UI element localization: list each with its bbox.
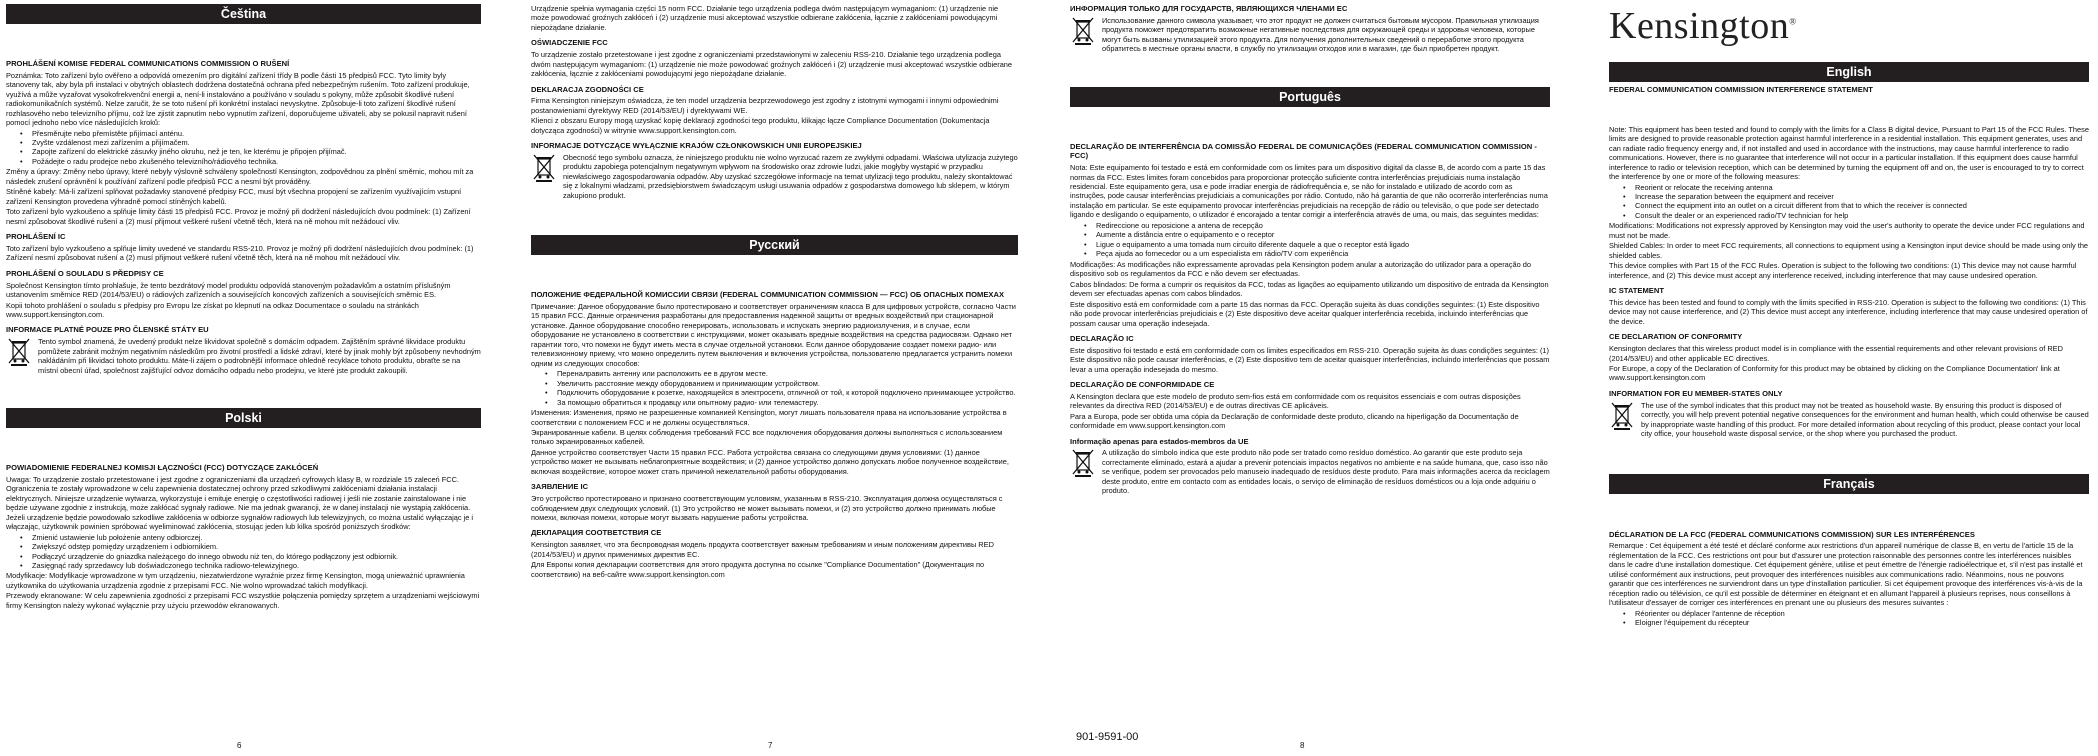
section-title-ic-en: IC STATEMENT — [1609, 286, 1664, 296]
paragraph: Przewody ekranowane: W celu zapewnienia zgodności z przepisami FCC wszystkie połączenia pomiędzy sprzętem a urządzeniami wejściowymi firmy Kensington należy wykonać wyłącznie przy użyciu przewodów ekranowanych. — [6, 591, 480, 610]
list-item: • Увеличить расстояние между оборудованием и принимающим устройством. — [545, 379, 1018, 388]
list-item: • За помощью обратиться к продавцу или опытному радио- или телемастеру. — [545, 398, 1018, 407]
paragraph: Změny a úpravy: Změny nebo úpravy, které nebyly výslovně schváleny společností Kensington, zodpovědnou za plnění směrnic, mohou mít za následek zrušení oprávnění k používání zařízení podle předpisů FCC a nesmí být prováděny. — [6, 167, 474, 186]
paragraph: Shielded Cables: In order to meet FCC requirements, all connections to equipment using a Kensington input device should be made using only the shielded cables. — [1609, 241, 2089, 260]
section-title-ce-cz: PROHLÁŠENÍ O SOULADU S PŘEDPISY CE — [6, 268, 164, 278]
kensington-logo — [1609, 2, 2089, 48]
page-8 — [1062, 0, 1550, 756]
paragraph: Toto zařízení bylo vyzkoušeno a splňuje limity uvedené ve standardu RSS-210. Provoz je možný při dodržení následujících dvou podmínek: (1) Zařízení nesmí způsobovat rušení a (2) musí přijmout veškeré rušení včetně těch, která na ně mohou mít nežádoucí vliv. — [6, 243, 474, 263]
paragraph: Remarque : Cet équipement a été testé et déclaré conforme aux restrictions d'un appareil numérique de classe B, en vertu de l'article 15 de la réglementation de la FCC. Ces restrictions ont pour but d'assurer une protection raisonnable des personnes contre les interférences nuisibles dans le cadre d'une installation domestique. Cet équipement génère, utilise et peut émettre de l'énergie radioélectrique et, s'il n'est pas installé et utilisé conformément aux instructions, peut provoquer des interférences nuisibles aux communications radio. Néanmoins, nous ne pouvons garantir que ces interférences ne surviendront dans un type d'installation particulier. Si cet équipement provoque des interférences vis-à-vis de la réception radio ou télévision, ce qu'il est possible de déterminer en éteignant et en allumant l'appareil à plusieurs reprises, nous conseillons à l'utilisateur d'essayer de corriger ces interférences en prenant une ou plusieurs des mesures suivantes : — [1609, 541, 2083, 608]
paragraph: Cabos blindados: De forma a cumprir os requisitos da FCC, todas as ligações ao equipamento utilizando um dispositivo de entrada da Kensington devem ser efectuadas apenas com cabos blindados. — [1070, 279, 1549, 299]
section-title-fcc-fr: DÉCLARATION DE LA FCC (FEDERAL COMMUNICATIONS COMMISSION) SUR LES INTERFÉRENCES — [1609, 529, 1975, 539]
paragraph: Изменения: Изменения, прямо не разрешенные компанией Kensington, могут лишать пользователя права на использование устройства в соответствии с положением FCC и не должны осуществляться. — [531, 408, 1007, 427]
paragraph: Kensington заявляет, что эта беспроводная модель продукта соответствует важным требованиям и иным положениям директивы RED (2014/53/EU) и других применимых директив ЕС. — [531, 540, 994, 559]
lang-header-polish: Polski — [6, 408, 481, 428]
paragraph: Nota: Este equipamento foi testado e está em conformidade com os limites para um dispositivo digital da classe B, de acordo com a parte 15 das normas da FCC. Estes limites foram concebidos para proporcionar protecção suficiente contra interferências prejudiciais numa instalação residencial. Este equipamento gera, usa e pode irradiar energia de rádiofrequência e, se não for instalado e utilizado de acordo com as instruções, pode causar interferências prejudiciais a comunicações por rádio. Contudo, não há garantia de que não ocorrerão interferências numa instalação em particular. Se este equipamento provocar interferências prejudiciais na recepção de rádio ou televisão, o que pode ser detectado ligando e desligando o equipamento, o utilizador é encorajado a tentar corrigir a interferência através de uma, ou mais, das seguintes medidas: — [1070, 163, 1548, 220]
paragraph: A utilização do símbolo indica que este produto não pode ser tratado como resíduo doméstico. Ao garantir que este produto seja correctamente eliminado, estará a ajudar a prevenir potenciais impactos negativos no ambiente e na saúde humana, que, caso isso não se verifique, podem ser provocados pelo manuseio inadequado de resíduos deste produto. Para mais informações acerca da reciclagem deste produto, entre em contacto com as entidades locais, o serviço de eliminação de resíduos domésticos ou a loja onde adquiriu o produto. — [1102, 448, 1550, 496]
logo-wordmark: Kensington — [1609, 5, 1790, 47]
list-item: • Zapojte zařízení do elektrické zásuvky jiného okruhu, než je ten, ke kterému je připojen přijímač. — [20, 147, 481, 156]
page-number: 7 — [768, 741, 773, 750]
paragraph: Note: This equipment has been tested and found to comply with the limits for a Class B digital device, Pursuant to Part 15 of the FCC Rules. These limits are designed to provide reasonable protection against harmful interference in a residential installation. This equipment generates, uses and can radiate radio frequency energy and, if not installed and used in accordance with the instructions, may cause harmful interference to radio communications. However, there is no guarantee that interference will not occur in a particular installation. If this equipment does cause harmful interference to radio or television reception, which can be determined by turning the equipment off and on, the user is encouraged to try to correct the interference by one or more of the following measures: — [1609, 124, 2089, 182]
measures-list — [1623, 609, 2089, 628]
section-title-ce-en: CE DECLARATION OF CONFORMITY — [1609, 332, 1743, 342]
paragraph: Firma Kensington niniejszym oświadcza, że ten model urządzenia bezprzewodowego jest zgodny z istotnymi wymogami i innymi odpowiednimi postanowieniami dyrektywy RED (2014/53/EU) i dyrektywami WE. — [531, 96, 999, 115]
page-cover — [1597, 0, 2093, 756]
paragraph: Společnost Kensington tímto prohlašuje, že tento bezdrátový model produktu odpovídá stanoveným požadavkům a ostatním příslušným ustanovením směrnice RED (2014/53/EU) o rádiových zařízeních a souvisejících koncových zařízeních a souvisejících směrnic ES. — [6, 280, 451, 300]
list-item: • Ligue o equipamento a uma tomada num circuito diferente daquele a que o receptor está ligado — [1084, 240, 1550, 249]
paragraph: Stíněné kabely: Má-li zařízení splňovat požadavky stanovené předpisy FCC, musí být všechna propojení se zařízením využívajícím vstupní zařízení Kensington provedena výhradně pomocí stíněných kabelů. — [6, 187, 462, 206]
page-7 — [531, 0, 1018, 756]
section-title-eu-pt: Informação apenas para estados-membros da UE — [1070, 436, 1249, 446]
section-title-eu-en: INFORMATION FOR EU MEMBER-STATES ONLY — [1609, 388, 1783, 398]
list-item: • Reorient or relocate the receiving antenna — [1623, 183, 2089, 192]
paragraph: Kopii tohoto prohlášení o souladu s předpisy pro Evropu lze získat po klepnutí na odkaz Documentace o souladu na stránkách www.support.kensington.com. — [6, 300, 419, 319]
weee-block — [1070, 448, 1550, 496]
section-title-ce-ru: ДЕКЛАРАЦИЯ СООТВЕТСТВИЯ CE — [531, 528, 662, 538]
paragraph: Modyfikacje: Modyfikacje wprowadzone w tym urządzeniu, niezatwierdzone wyraźnie przez firmę Kensington, mogą unieważnić uprawnienia użytkownika do użytkowania urządzenia zgodnie z przepisami FCC. Nie wolno wprowadzać takich modyfikacji. — [6, 571, 465, 590]
section-title-eu-cz: INFORMACE PLATNÉ POUZE PRO ČLENSKÉ STÁTY EU — [6, 325, 209, 335]
paragraph: Poznámka: Toto zařízení bylo ověřeno a odpovídá omezením pro digitální zařízení třídy B podle části 15 předpisů FCC. Tyto limity byly stanoveny tak, aby byla při instalaci v obytných oblastech dodržena dostatečná ochrana před nebezpečným rušením. Toto zařízení produkuje, využívá a může vyzařovat vysokofrekvenční energii a, není-li instalováno a používáno v souladu s pokyny, může způsobit škodlivé rušení radiokomunikačních systémů. Nelze zaručit, že se toto rušení při konkrétní instalaci nevyskytne. Způsobuje-li toto zařízení škodlivé rušení rozhlasového nebo televizního příjmu, což lze zjistit zapnutím nebo vypnutím zařízení, doporučujeme uživateli, aby se pokusil napravit rušení pomocí jednoho nebo více následujících kroků: — [6, 70, 470, 128]
measures-list — [20, 533, 481, 571]
paragraph: Tento symbol znamená, že uvedený produkt nelze likvidovat společně s domácím odpadem. Zajištěním správné likvidace produktu pomůžete zabránit možným negativním následkům pro životní prostředí a lidské zdraví, které by jinak mohly být způsobeny nevhodným nakládáním při likvidaci tohoto produktu. Máte-li zájem o podrobnější informace ohledně recyklace tohoto produktu, obraťte se na místní obecní úřad, společnost zajišťující odvoz domácího odpadu nebo prodejnu, ve které jste produkt zakoupili. — [38, 337, 481, 375]
weee-block — [1070, 16, 1550, 55]
section-title-ic-pt: DECLARAÇÃO IC — [1070, 334, 1134, 343]
section-title-fcc-pt: DECLARAÇÃO DE INTERFERÊNCIA DA COMISSÃO FEDERAL DE COMUNICAÇÕES (FEDERAL COMMUNICATION COMMISSION - FCC) — [1070, 141, 1537, 161]
weee-block — [531, 153, 1018, 201]
list-item: • Redireccione ou reposicione a antena de recepção — [1084, 221, 1550, 230]
paragraph: This device complies with Part 15 of the FCC Rules. Operation is subject to the following two conditions: (1) This device may not cause harmful interference, and (2) This device must accept any interference received, including interference that may cause undesired operation. — [1609, 261, 2077, 280]
list-item: • Požádejte o radu prodejce nebo zkušeného televizního/rádiového technika. — [20, 157, 481, 166]
paragraph: Использование данного символа указывает, что этот продукт не должен считаться бытовым мусором. Правильная утилизация продукта поможет предотвратить возможные негативные последствия для окружающей среды и здоровья человека, которые могут быть вызваны утилизацией этого продукта. Для получения дополнительных сведений о переработке этого продукта обратитесь в местные органы власти, в службу по утилизации отходов или в магазин, где был приобретен продукт. — [1102, 15, 1539, 54]
section-title-fcc-en: FEDERAL COMMUNICATION COMMISSION INTERFERENCE STATEMENT — [1609, 85, 1873, 94]
paragraph: Para a Europa, pode ser obtida uma cópia da Declaração de conformidade deste produto, clicando na hiperligação da Documentação de conformidade em www.support.kensington.com — [1070, 411, 1519, 431]
section-title-fcc-pl: POWIADOMIENIE FEDERALNEJ KOMISJI ŁĄCZNOŚCI (FCC) DOTYCZĄCE ZAKŁÓCEŃ — [6, 463, 319, 473]
registered-mark: ® — [1789, 16, 1797, 27]
page-number: 6 — [237, 741, 242, 750]
crossed-bin-icon — [531, 153, 557, 183]
list-item: • Increase the separation between the equipment and receiver — [1623, 192, 2089, 201]
lang-header-czech: Čeština — [6, 4, 481, 24]
measures-list — [545, 369, 1018, 407]
section-title-eu-pl: INFORMACJE DOTYCZĄCE WYŁĄCZNIE KRAJÓW CZŁONKOWSKICH UNII EUROPEJSKIEJ — [531, 141, 862, 151]
section-title-ce-pl: DEKLARACJA ZGODNOŚCI CE — [531, 84, 644, 94]
paragraph: Toto zařízení bylo vyzkoušeno a splňuje limity části 15 předpisů FCC. Provoz je možný při dodržení následujících dvou podmínek: (1) Zařízení nesmí způsobovat škodlivé rušení a (2) musí přijmout veškeré rušení včetně těch, která na ně mohou mít nežádoucí vliv. — [6, 207, 471, 226]
list-item: • Consult the dealer or an experienced radio/TV technician for help — [1623, 211, 2089, 220]
paragraph: Modificações: As modificações não expressamente aprovadas pela Kensington podem anular a autorização do utilizador para a operação do dispositivo sob os regulamentos da FCC e não devem ser efectuadas. — [1070, 259, 1531, 279]
section-title-ic-cz: PROHLÁŠENÍ IC — [6, 232, 66, 242]
list-item: • Réorienter ou déplacer l'antenne de réception — [1623, 609, 2089, 618]
list-item: • Eloigner l'équipement du récepteur — [1623, 618, 2089, 627]
paragraph: Este dispositivo foi testado e está em conformidade com os limites especificados em RSS-210. Operação sujeita às duas condições seguintes: (1) Este dispositivo não pode causar interferências, e (2) Este dispositivo tem de aceitar quaisquer interferências, incluindo interferências que possam levar a uma operação indesejada do mesmo. — [1070, 345, 1550, 374]
weee-block — [6, 337, 481, 376]
paragraph: For Europe, a copy of the Declaration of Conformity for this product may be obtained by clicking on the Compliance Documentation' link at www.support.kensington.com — [1609, 364, 2060, 383]
page-6 — [0, 0, 487, 756]
lang-header-french: Français — [1609, 474, 2089, 494]
paragraph: Это устройство протестировано и признано соответствующим условиям, указанным в RSS-210. Эксплуатация должна осуществляться с соблюдением двух следующих условий. (1) Это устройство не может вызывать помехи, и (2) это устройство должно принимать любые помехи, включая помехи, которые могут вызвать нарушение работы устройства. — [531, 494, 1003, 522]
part-number: 901-9591-00 — [1076, 731, 1139, 743]
paragraph: Данное устройство соответствует Части 15 правил FCC. Работа устройства связана со следующими двумя условиями: (1) данное устройство может не вызывать неблагоприятные воздействия; и (2) данное устройство должно допускать любое полученное воздействие, включая воздействие, которое может стать причиной нежелательной работы оборудования. — [531, 447, 1009, 476]
section-title-ce-pt: DECLARAÇÃO DE CONFORMIDADE CE — [1070, 380, 1215, 390]
crossed-bin-icon — [1609, 401, 1635, 431]
crossed-bin-icon — [6, 337, 32, 367]
list-item: • Подключить оборудование к розетке, находящейся в электросети, отличной от той, к которой подключено принимающее устройство. — [545, 388, 1018, 397]
paragraph: This device has been tested and found to comply with the limits specified in RSS-210. Operation is subject to the following two conditions: (1) This device may not cause interference, and (2) This device must accept any interference, including interference that may cause undesired operation of the device. — [1609, 297, 2088, 326]
list-item: • Peça ajuda ao fornecedor ou a um especialista em rádio/TV com experiência — [1084, 249, 1550, 258]
paragraph: Для Европы копия декларации соответствия для этого продукта доступна по ссылке "Compliance Documentation" (Документация по соответствию) на веб-сайте www.support.kensington.com — [531, 560, 985, 579]
section-title-ic-pl: OŚWIADCZENIE FCC — [531, 38, 608, 48]
list-item: • Zmienić ustawienie lub położenie anteny odbiorczej. — [20, 533, 481, 542]
lang-header-portuguese: Português — [1070, 87, 1550, 107]
paragraph: To urządzenie zostało przetestowane i jest zgodne z ograniczeniami przedstawionymi w zaleceniu RSS-210. Działanie tego urządzenia podlega dwóm następującym wymaganiom: (1) urządzenie nie może powodować groźnych zakłóceń i (2) urządzenie musi akceptować wszystkie odbierane zakłócenia, łącznie z zakłóceniami powodującymi jego niepożądane działanie. — [531, 50, 1013, 79]
paragraph: Экранированные кабели. В целях соблюдения требований FCC все подключения оборудования должны выполняться с использованием только экранированных кабелей. — [531, 428, 1003, 447]
section-title-fcc-ru: ПОЛОЖЕНИЕ ФЕДЕРАЛЬНОЙ КОМИССИИ СВЯЗИ (FEDERAL COMMUNICATION COMMISSION — FCC) ОБ ОПАСНЫХ ПОМЕХАХ — [531, 290, 1005, 300]
paragraph: Obecność tego symbolu oznacza, że niniejszego produktu nie wolno wyrzucać razem ze zwykłymi odpadami. Właściwa utylizacja zużytego produktu zapobiega potencjalnym negatywnym wpływom na środowisko oraz zdrowie ludzi, jakie mogłyby wystąpić w przypadku niewłaściwego zagospodarowania odpadów. Aby uzyskać szczegółowe informacje na temat utylizacji tego produktu, należy skontaktować się z lokalnymi władzami, przedsiębiorstwem świadczącym usługi usuwania odpadów z gospodarstwa domowego lub sklepem, w którym zakupiono produkt. — [563, 152, 1018, 200]
section-title-eu-ru: ИНФОРМАЦИЯ ТОЛЬКО ДЛЯ ГОСУДАРСТВ, ЯВЛЯЮЩИХСЯ ЧЛЕНАМИ ЕС — [1070, 4, 1348, 13]
crossed-bin-icon — [1070, 16, 1096, 46]
measures-list — [20, 129, 481, 167]
measures-list — [1623, 183, 2089, 221]
paragraph: Примечание: Данное оборудование было протестировано и соответствует ограничениям класса B для цифровых устройств, согласно Части 15 правил FCC. Данные ограничения разработаны для предоставления надежной защиты от вредных воздействий при стационарной установке. Данное оборудование способно генерировать, использовать и испускать энергию радиоизлучения, и в случае, если оборудование не установлено в соответствии с инструкциями, может оказывать вредные воздействия на средства радиосвязи. Однако нет гарантии того, что помехи не будут иметь места в случае отдельной установки. Если данное оборудование создает помехи радио- или телевизионному приему, что можно определить путем выключения и включения устройства, пользователю предлагается устранить помехи одним из следующих способов: — [531, 301, 1016, 368]
section-title-ic-ru: ЗАЯВЛЕНИЕ IC — [531, 482, 589, 492]
list-item: • Zvyšte vzdálenost mezi zařízením a přijímačem. — [20, 138, 481, 147]
lang-header-russian: Русский — [531, 235, 1018, 255]
list-item: • Podłączyć urządzenie do gniazdka należącego do innego obwodu niż ten, do którego podłączony jest odbiornik. — [20, 552, 481, 561]
crossed-bin-icon — [1070, 448, 1096, 478]
paragraph: A Kensington declara que este modelo de produto sem-fios está em conformidade com os requisitos essenciais e com outras disposições relevantes da directiva RED (2014/53/EU) e de outras directivas CE aplicáveis. — [1070, 391, 1521, 411]
list-item: • Aumente a distância entre o equipamento e o receptor — [1084, 230, 1550, 239]
paragraph: Modifications: Modifications not expressly approved by Kensington may void the user's authority to operate the device under FCC regulations and must not be made. — [1609, 221, 2085, 240]
page-number: 8 — [1300, 741, 1305, 750]
paragraph: Urządzenie spełnia wymagania części 15 norm FCC. Działanie tego urządzenia podlega dwóm następującym wymaganiom: (1) urządzenie nie może powodować groźnych zakłóceń i (2) urządzenie musi akceptować wszystkie odbierane zakłócenia, łącznie z zakłóceniami powodującymi niepożądane działanie. — [531, 4, 999, 32]
list-item: • Переналравить антенну или расположить ее в другом месте. — [545, 369, 1018, 378]
paragraph: Klienci z obszaru Europy mogą uzyskać kopię deklaracji zgodności tego produktu, klikając łącze Compliance Documentation (Dokumentacja dotycząca zgodności) w witrynie www.support.kensington.com. — [531, 116, 990, 135]
list-item: • Connect the equipment into an outlet on a circuit different from that to which the receiver is connected — [1623, 201, 2089, 210]
list-item: • Přesměrujte nebo přemístěte přijímací anténu. — [20, 129, 481, 138]
lang-header-english: English — [1609, 62, 2089, 82]
measures-list — [1084, 221, 1550, 259]
paragraph: Uwaga: To urządzenie zostało przetestowane i jest zgodne z ograniczeniami dla urządzeń cyfrowych klasy B, w rozdziale 15 zaleceń FCC. Ograniczenia te zostały wprowadzone w celu zapewnienia dostatecznej ochrony przed szkodliwymi zakłóceniami działania instalacji elektrycznych. Niniejsze urządzenie wytwarza, wykorzystuje i emituje energię o częstotliwości radiowej i jeśli nie zostanie zainstalowane i nie będzie używane zgodnie z instrukcją, może zakłócać sygnały radiowe. Nie ma jednak gwarancji, że w danej instalacji nie wystąpią zakłócenia. Jeżeli urządzenie będzie powodowało szkodliwe zakłócenia w odbiorze sygnałów radiowych lub telewizyjnych, co można ustalić wyłączając je i włączając, użytkownik powinien spróbować wyeliminować zakłócenia, stosując jeden lub kilka spośród poniższych środków: — [6, 474, 474, 532]
section-title-fcc-cz: PROHLÁŠENÍ KOMISE FEDERAL COMMUNICATIONS COMMISSION O RUŠENÍ — [6, 59, 290, 68]
paragraph: Este dispositivo está em conformidade com a parte 15 das normas da FCC. Operação sujeita às duas condições seguintes: (1) Este dispositivo não pode provocar interferências prejudiciais e (2) Este dispositivo deve aceitar qualquer interferência recebida, incluindo interferências que possam causar uma operação indesejada. — [1070, 299, 1540, 328]
list-item: • Zwiększyć odstęp pomiędzy urządzeniem i odbiornikiem. — [20, 542, 481, 551]
paragraph: The use of the symbol indicates that this product may not be treated as household waste. By ensuring this product is disposed of correctly, you will help prevent potential negative consequences for the environment and human health, which could otherwise be caused by inappropriate waste handling of this product. For more detailed information about recycling of this product, please contact your local city office, your household waste disposal service, or the shop where you purchased the product. — [1641, 400, 2089, 439]
weee-block — [1609, 401, 2089, 440]
paragraph: Kensington declares that this wireless product model is in compliance with the essential requirements and other relevant provisions of RED (2014/53/EU) and other applicable EC directives. — [1609, 344, 2063, 363]
list-item: • Zasięgnąć rady sprzedawcy lub doświadczonego technika radiowo-telewizyjnego. — [20, 561, 481, 570]
